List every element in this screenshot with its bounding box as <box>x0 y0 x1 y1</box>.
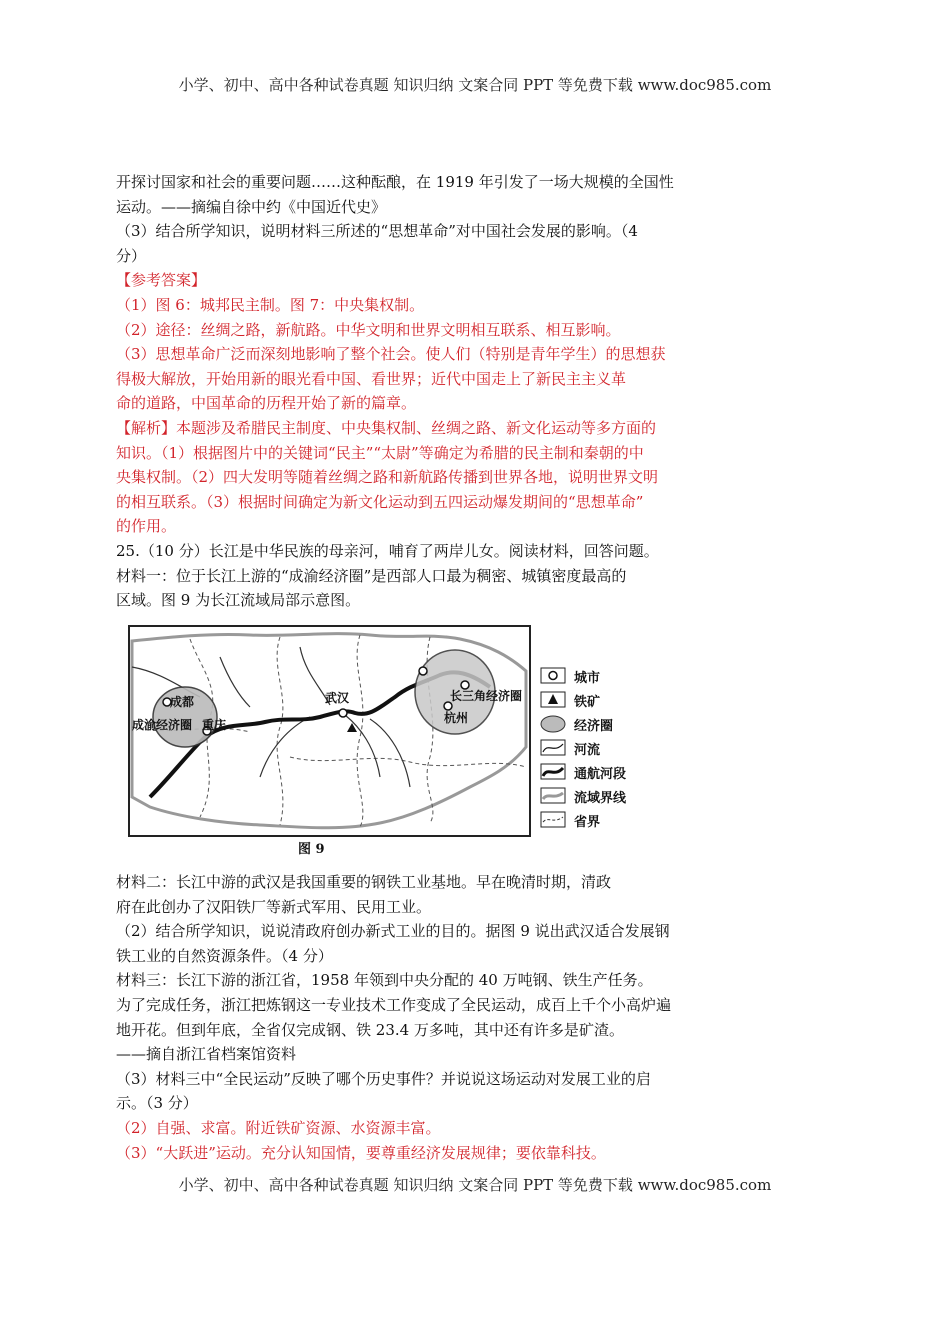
label-hangzhou: 杭州 <box>444 711 469 725</box>
text-line: 命的道路，中国革命的历程开始了新的篇章。 <box>116 394 417 413</box>
text-line: 区域。图 9 为长江流域局部示意图。 <box>116 591 361 610</box>
label-chengdu: 成都 <box>170 695 195 709</box>
text-line: 的作用。 <box>116 517 177 536</box>
nanjing-city <box>419 667 427 675</box>
text-line: 铁工业的自然资源条件。（4 分） <box>116 946 333 965</box>
text-line: （3）“大跃进”运动。充分认知国情，要尊重经济发展规律；要依靠科技。 <box>116 1143 606 1162</box>
text-line: 得极大解放，开始用新的眼光看中国、看世界；近代中国走上了新民主主义革 <box>116 369 627 388</box>
text-line: （2）自强、求富。附近铁矿资源、水资源丰富。 <box>116 1119 441 1137</box>
text-line: 开探讨国家和社会的重要问题……这种酝酿，在 1919 年引发了一场大规模的全国性 <box>116 173 674 191</box>
text-line: 25.（10 分）长江是中华民族的母亲河，哺育了两岸儿女。阅读材料，回答问题。 <box>116 542 659 560</box>
text-line: 知识。（1）根据图片中的关键词“民主”“太尉”等确定为希腊的民主制和秦朝的中 <box>116 443 644 462</box>
text-line: （3）思想革命广泛而深刻地影响了整个社会。使人们（特别是青年学生）的思想获 <box>116 345 666 364</box>
text-line: ——摘自浙江省档案馆资料 <box>116 1045 297 1064</box>
page-header: 小学、初中、高中各种试卷真题 知识归纳 文案合同 PPT 等免费下载 www.doc985.com <box>178 76 772 94</box>
text-line: 材料一：位于长江上游的“成渝经济圈”是西部人口最为稠密、城镇密度最高的 <box>116 566 627 585</box>
text-line: 材料三：长江下游的浙江省，1958 年领到中央分配的 40 万吨钢、铁生产任务。 <box>116 971 653 990</box>
label-changsanjiao: 长三角经济圈 <box>450 689 523 703</box>
page-footer: 小学、初中、高中各种试卷真题 知识归纳 文案合同 PPT 等免费下载 www.doc985.com <box>178 1176 772 1194</box>
text-line: 央集权制。（2）四大发明等随着丝绸之路和新航路传播到世界各地，说明世界文明 <box>116 468 659 487</box>
text-line: （3）结合所学知识，说明材料三所述的“思想革命”对中国社会发展的影响。（4 <box>116 222 638 241</box>
text-line: 府在此创办了汉阳铁厂等新式军用、民用工业。 <box>116 897 432 916</box>
text-line: （2）结合所学知识，说说清政府创办新式工业的目的。据图 9 说出武汉适合发展钢 <box>116 922 670 941</box>
figure-caption: 图 9 <box>298 842 325 857</box>
text-line: 【解析】本题涉及希腊民主制度、中央集权制、丝绸之路、新文化运动等多方面的 <box>116 419 657 437</box>
text-line: 分） <box>116 246 147 265</box>
yangtze-map <box>128 625 531 837</box>
text-line: （1）图 6：城邦民主制。图 7：中央集权制。 <box>116 296 425 314</box>
text-line: 地开花。但到年底，全省仅完成钢、铁 23.4 万多吨，其中还有许多是矿渣。 <box>116 1020 624 1039</box>
text-line: （3）材料三中“全民运动”反映了哪个历史事件？并说说这场运动对发展工业的启 <box>116 1069 651 1088</box>
text-line: 材料二：长江中游的武汉是我国重要的钢铁工业基地。早在晚清时期，清政 <box>116 873 612 891</box>
wuhan-city <box>339 709 347 717</box>
text-line: 示。（3 分） <box>116 1094 198 1113</box>
text-line: 为了完成任务，浙江把炼钢这一专业技术工作变成了全民运动，成百上千个小高炉遍 <box>116 996 672 1014</box>
label-chongqing: 重庆 <box>202 718 227 732</box>
label-chengyu: 成渝经济圈 <box>132 718 193 732</box>
text-line: （2）途径：丝绸之路，新航路。中华文明和世界文明相互联系、相互影响。 <box>116 320 621 339</box>
label-wuhan: 武汉 <box>325 691 350 705</box>
text-line: 【参考答案】 <box>116 271 207 290</box>
text-line: 运动。——摘编自徐中约《中国近代史》 <box>116 197 387 216</box>
text-line: 的相互联系。（3）根据时间确定为新文化运动到五四运动爆发期间的“思想革命” <box>116 492 644 511</box>
